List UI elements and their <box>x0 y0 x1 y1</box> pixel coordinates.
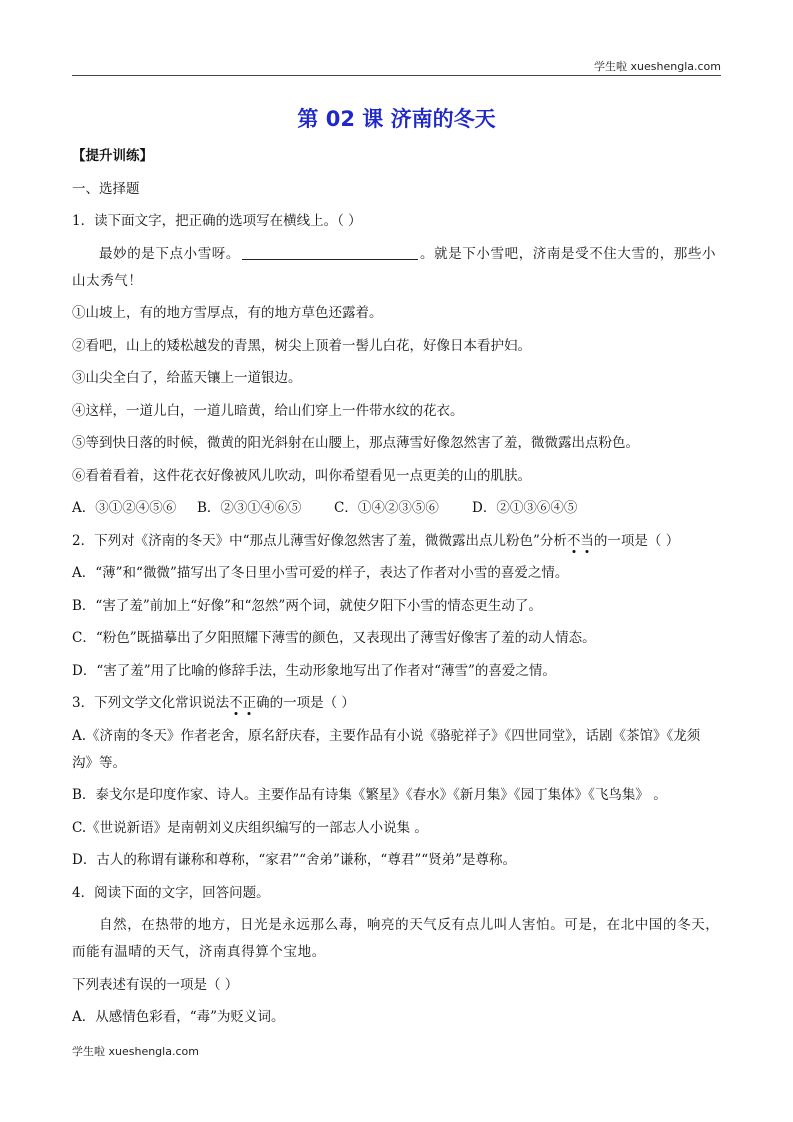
q2-option-d: D．“害了羞”用了比喻的修辞手法，生动形象地写出了作者对“薄雪”的喜爱之情。 <box>72 662 556 679</box>
q3-option-a-line2: 沟》等。 <box>72 754 126 771</box>
q3-option-d: D．古人的称谓有谦称和尊称，“家君”“舍弟”谦称，“尊君”“贤弟”是尊称。 <box>72 852 517 868</box>
q4-stem: 4．阅读下面的文字，回答问题。 <box>72 884 270 901</box>
q4-option-a: A．从感情色彩看，“毒”为贬义词。 <box>72 1009 285 1025</box>
q1-option-d: D．②①③⑥④⑤ <box>472 500 578 516</box>
document-body <box>72 146 722 1040</box>
q1-item-5: ⑤等到快日落的时候，微黄的阳光斜射在山腰上，那点薄雪好像忽然害了羞，微微露出点粉色。 <box>72 435 639 451</box>
q2-emphasis-1: 不 <box>566 532 581 549</box>
q3-stem-b: 确的一项是（ ） <box>256 695 355 711</box>
q2-stem <box>72 531 722 552</box>
q4-passage-line2: 而能有温晴的天气，济南真得算个宝地。 <box>72 944 326 960</box>
section-label: 【提升训练】 <box>72 148 153 164</box>
q2-option-b: B．“害了羞”前加上“好像”和“忽然”两个词，就使夕阳下小雪的情态更生动了。 <box>72 597 542 614</box>
q2-option-a: A．“薄”和“微微”描写出了冬日里小雪可爱的样子，表达了作者对小雪的喜爱之情。 <box>72 565 569 581</box>
q3-option-a-line1: A.《济南的冬天》作者老舍，原名舒庆春，主要作品有小说《骆驼祥子》《四世同堂》，话剧《茶馆》《龙须 <box>72 727 701 744</box>
q1-options <box>72 498 722 519</box>
q1-item-4: ④这样，一道儿白，一道儿暗黄，给山们穿上一件带水纹的花衣。 <box>72 402 464 419</box>
q3-emphasis-2: 正 <box>242 695 257 711</box>
q2-option-c: C．“粉色”既描摹出了夕阳照耀下薄雪的颜色，又表现出了薄雪好像害了羞的动人情态。 <box>72 630 596 646</box>
q3-option-b: B．泰戈尔是印度作家、诗人。主要作品有诗集《繁星》《春水》《新月集》《园丁集体》《飞鸟集》 。 <box>72 787 667 803</box>
q3-emphasis-1: 不 <box>229 695 243 711</box>
part-label: 一、选择题 <box>72 180 140 197</box>
header-rule <box>72 75 721 76</box>
q4-sub-question: 下列表述有误的一项是（ ） <box>72 976 239 993</box>
q1-item-2: ②看吧，山上的矮松越发的青黑，树尖上顶着一髻儿白花，好像日本看护妇。 <box>72 337 531 354</box>
q1-option-b: B．②③①④⑥⑤ <box>197 500 302 516</box>
q1-option-c: C．①④②③⑤⑥ <box>334 500 439 516</box>
q1-passage-line1 <box>72 244 722 265</box>
q1-option-a: A．③①②④⑤⑥ <box>72 500 177 516</box>
q4-passage-line1: 自然，在热带的地方，日光是永远那么毒，响亮的天气反有点儿叫人害怕。可是，在北中国的冬天， <box>99 917 720 933</box>
q3-stem-a: 3．下列文学文化常识说法 <box>72 695 230 711</box>
q1-item-3: ③山尖全白了，给蓝天镶上一道银边。 <box>72 370 302 386</box>
q1-passage-c: 山太秀气！ <box>72 272 143 289</box>
q3-option-c: C.《世说新语》是南朝刘义庆组织编写的一部志人小说集 。 <box>72 819 428 836</box>
q1-passage-a: 最妙的是下点小雪呀。 <box>99 245 240 262</box>
footer-site: 学生啦 xueshengla.com <box>72 1045 199 1058</box>
q1-passage-b: 。就是下小雪吧，济南是受不住大雪的，那些小 <box>420 245 717 262</box>
q2-stem-b: 的一项是（ ） <box>593 532 680 549</box>
q2-stem-a: 2．下列对《济南的冬天》中“那点儿薄雪好像忽然害了羞，微微露出点儿粉色”分析 <box>72 532 567 549</box>
q2-emphasis-2: 当 <box>580 532 594 549</box>
answer-blank <box>242 245 418 260</box>
q1-stem: 1．读下面文字，把正确的选项写在横线上。（ ） <box>72 213 362 229</box>
header-site: 学生啦 xueshengla.com <box>594 60 721 73</box>
q1-item-1: ①山坡上，有的地方雪厚点，有的地方草色还露着。 <box>72 305 383 321</box>
q3-stem <box>72 693 722 714</box>
q1-item-6: ⑥看着看着，这件花衣好像被风儿吹动，叫你希望看见一点更美的山的肌肤。 <box>72 467 531 484</box>
page-title: 第 02 课 济南的冬天 <box>297 107 496 131</box>
